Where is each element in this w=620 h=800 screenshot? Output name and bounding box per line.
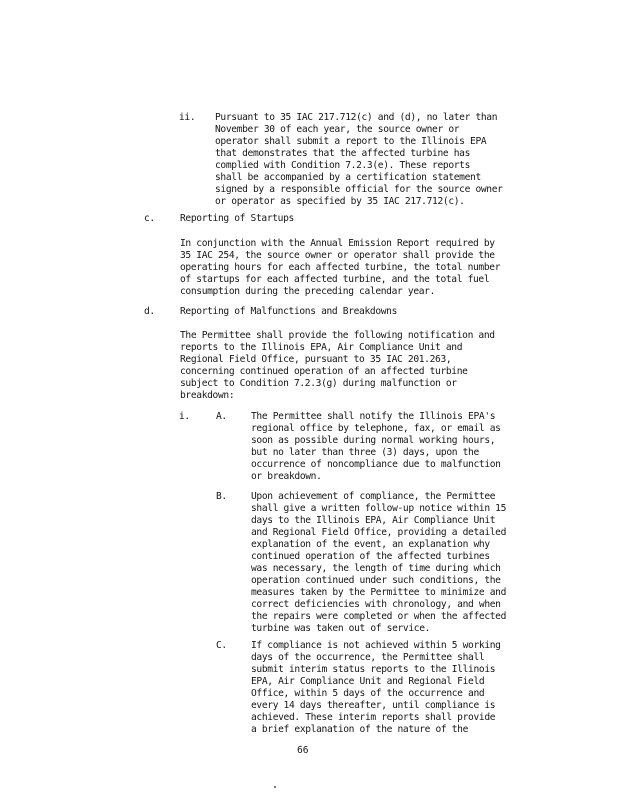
section-c-heading: Reporting of Startups	[180, 213, 294, 224]
item-a-marker: A.	[216, 411, 227, 422]
section-c-marker: c.	[144, 213, 155, 224]
item-c-text: If compliance is not achieved within 5 working days of the occurrence, the Permittee shall submit interim status reports to the Illinois EPA, Air Compliance Unit and Regional Field Office, within 5 days of the occurrence and every 14 days thereafter, until compliance is achieved. These interim reports shall provide a brief explanation of the nature of the	[251, 640, 501, 735]
item-b-marker: B.	[216, 491, 227, 502]
scan-speck	[274, 786, 276, 788]
sub-i-marker: i.	[179, 411, 190, 422]
item-ii-text: Pursuant to 35 IAC 217.712(c) and (d), no later than November 30 of each year, the source owner or operator shall submit a report to the Illinois EPA that demonstrates that the affected turbine has complied with Condition 7.2.3(e). These reports shall be accompanied by a certification statement signed by a responsible official for the source owner or operator as specified by 35 IAC 217.712(c).	[215, 112, 503, 207]
section-d-heading: Reporting of Malfunctions and Breakdowns	[180, 306, 398, 317]
section-d-body: The Permittee shall provide the following notification and reports to the Illinois EPA, Air Compliance Unit and Regional Field Office, pursuant to 35 IAC 201.263, concerning continued operation of an affected turbine subject to Condition 7.2.3(g) during malfunction or breakdown:	[180, 330, 495, 401]
item-c-marker: C.	[216, 640, 227, 651]
item-ii-marker: ii.	[179, 112, 196, 123]
item-a-text: The Permittee shall notify the Illinois EPA's regional office by telephone, fax, or email as soon as possible during normal working hours, but no later than three (3) days, upon the occurrence of noncompliance due to malfunction or breakdown.	[251, 411, 501, 482]
page-number: 66	[297, 745, 309, 756]
section-c-body: In conjunction with the Annual Emission Report required by 35 IAC 254, the source owner or operator shall provide the operating hours for each affected turbine, the total number of startups for each affected turbine, and the total fuel consumption during the preceding calendar year.	[180, 238, 501, 297]
item-b-text: Upon achievement of compliance, the Permittee shall give a written follow-up notice within 15 days to the Illinois EPA, Air Compliance Unit and Regional Field Office, providing a detailed explanation of the event, an explanation why continued operation of the affected turbines was necessary, the length of time during which operation continued under such conditions, the measures taken by the Permittee to minimize and correct deficiencies with chronology, and when the repairs were completed or when the affected turbine was taken out of service.	[251, 491, 507, 634]
section-d-marker: d.	[144, 306, 155, 317]
